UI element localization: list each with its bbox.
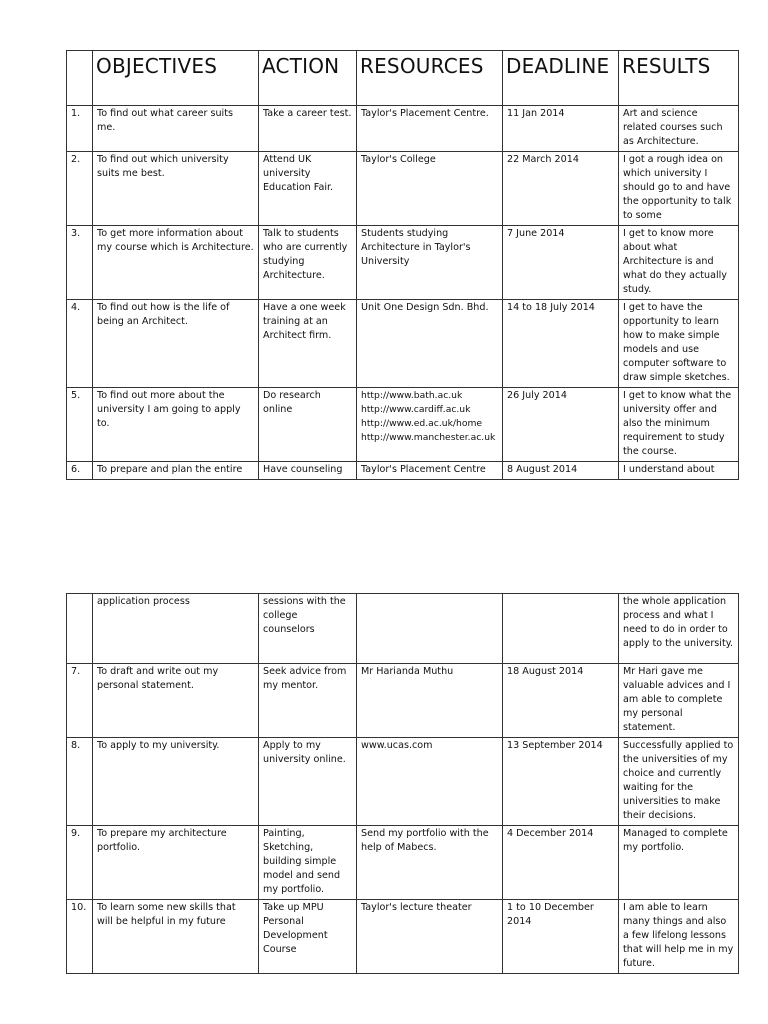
table-row [67,664,739,738]
plan-table-top [66,50,739,480]
result-cell: Art and science related courses such as Architecture. [619,106,739,152]
action-cell: Painting, Sketching, building simple model and send my portfolio. [259,826,357,900]
url-link[interactable]: http://www.bath.ac.uk [361,390,463,401]
action-cell: sessions with the college counselors [259,594,357,664]
action-cell: Apply to my university online. [259,738,357,826]
action-cell: Take up MPU Personal Development Course [259,900,357,974]
objective-cell: application process [93,594,259,664]
action-cell: Take a career test. [259,106,357,152]
row-number: 2. [67,152,93,226]
resources-cell [357,594,503,664]
result-cell: I get to know what the university offer and also the minimum requirement to study the course. [619,388,739,462]
table-row [67,594,739,664]
header-results: RESULTS [619,51,739,106]
header-deadline: DEADLINE [503,51,619,106]
deadline-cell [503,594,619,664]
result-cell: Mr Hari gave me valuable advices and I am able to complete my personal statement. [619,664,739,738]
row-number: 3. [67,226,93,300]
result-cell: Successfully applied to the universities of my choice and currently waiting for the universities to make their decisions. [619,738,739,826]
resources-cell [357,388,503,462]
action-cell: Seek advice from my mentor. [259,664,357,738]
deadline-cell: 18 August 2014 [503,664,619,738]
deadline-cell: 4 December 2014 [503,826,619,900]
resources-cell: Taylor's Placement Centre. [357,106,503,152]
table-row [67,152,739,226]
objective-cell: To apply to my university. [93,738,259,826]
objective-cell: To get more information about my course which is Architecture. [93,226,259,300]
row-number [67,594,93,664]
table-row [67,826,739,900]
resources-cell: Send my portfolio with the help of Mabecs. [357,826,503,900]
action-cell: Attend UK university Education Fair. [259,152,357,226]
objective-cell: To prepare and plan the entire [93,462,259,480]
table-row [67,900,739,974]
deadline-cell: 1 to 10 December 2014 [503,900,619,974]
objective-cell: To find out which university suits me best. [93,152,259,226]
table-row [67,300,739,388]
row-number: 1. [67,106,93,152]
header-row [67,51,739,106]
row-number: 5. [67,388,93,462]
url-link[interactable]: http://www.cardiff.ac.uk [361,404,471,415]
header-objectives: OBJECTIVES [93,51,259,106]
row-number: 8. [67,738,93,826]
deadline-cell: 22 March 2014 [503,152,619,226]
deadline-cell: 13 September 2014 [503,738,619,826]
resources-cell: Mr Harianda Muthu [357,664,503,738]
deadline-cell: 14 to 18 July 2014 [503,300,619,388]
action-cell: Have counseling [259,462,357,480]
row-number: 10. [67,900,93,974]
result-cell: the whole application process and what I need to do in order to apply to the university. [619,594,739,664]
plan-table-bottom [66,593,739,974]
table-row [67,226,739,300]
deadline-cell: 26 July 2014 [503,388,619,462]
resources-cell: Students studying Architecture in Taylor's University [357,226,503,300]
result-cell: I am able to learn many things and also a few lifelong lessons that will help me in my future. [619,900,739,974]
resources-cell: Taylor's Placement Centre [357,462,503,480]
resources-cell[interactable]: www.ucas.com [357,738,503,826]
action-cell: Have a one week training at an Architect firm. [259,300,357,388]
objective-cell: To prepare my architecture portfolio. [93,826,259,900]
result-cell: I understand about [619,462,739,480]
deadline-cell: 8 August 2014 [503,462,619,480]
header-number [67,51,93,106]
url-link[interactable]: http://www.manchester.ac.uk [361,432,496,443]
objective-cell: To find out what career suits me. [93,106,259,152]
resources-cell: Taylor's College [357,152,503,226]
row-number: 6. [67,462,93,480]
result-cell: I get to have the opportunity to learn how to make simple models and use computer software to draw simple sketches. [619,300,739,388]
row-number: 9. [67,826,93,900]
table-row [67,462,739,480]
table-row [67,738,739,826]
table-row [67,106,739,152]
objective-cell: To learn some new skills that will be helpful in my future [93,900,259,974]
result-cell: I got a rough idea on which university I should go to and have the opportunity to talk to some [619,152,739,226]
row-number: 4. [67,300,93,388]
deadline-cell: 11 Jan 2014 [503,106,619,152]
header-resources: RESOURCES [357,51,503,106]
resources-cell: Unit One Design Sdn. Bhd. [357,300,503,388]
row-number: 7. [67,664,93,738]
result-cell: Managed to complete my portfolio. [619,826,739,900]
deadline-cell: 7 June 2014 [503,226,619,300]
url-link[interactable]: http://www.ed.ac.uk/home [361,418,483,429]
objective-cell: To find out more about the university I am going to apply to. [93,388,259,462]
action-cell: Do research online [259,388,357,462]
header-action: ACTION [259,51,357,106]
resources-cell: Taylor's lecture theater [357,900,503,974]
action-cell: Talk to students who are currently studying Architecture. [259,226,357,300]
objective-cell: To find out how is the life of being an Architect. [93,300,259,388]
objective-cell: To draft and write out my personal statement. [93,664,259,738]
result-cell: I get to know more about what Architecture is and what do they actually study. [619,226,739,300]
table-row [67,388,739,462]
